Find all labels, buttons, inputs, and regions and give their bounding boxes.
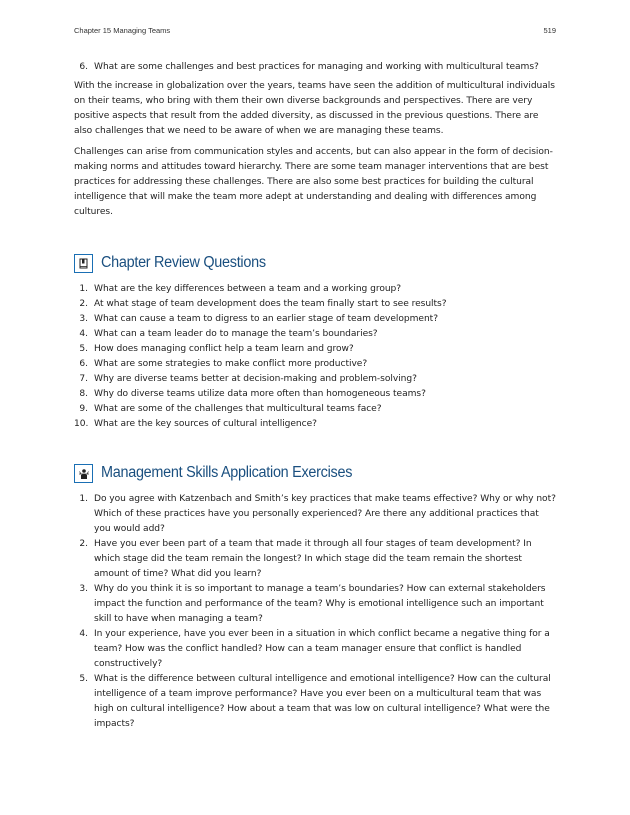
- list-item: [74, 327, 558, 342]
- item-number: 4.: [79, 329, 88, 339]
- item-number: 7.: [79, 374, 88, 384]
- item-number: 9.: [79, 404, 88, 414]
- review-question-list: [74, 282, 558, 432]
- list-item: [74, 282, 558, 297]
- book-icon: [74, 254, 93, 273]
- presenter-icon: [74, 464, 93, 483]
- item-number: 5.: [79, 344, 88, 354]
- item-text: Why are diverse teams better at decision-making and problem-solving?: [94, 374, 417, 384]
- exercises-section-heading: [74, 464, 558, 486]
- list-item: [74, 492, 558, 537]
- item-number: 8.: [79, 389, 88, 399]
- item-text: How does managing conflict help a team learn and grow?: [94, 344, 354, 354]
- item-text: Why do you think it is so important to manage a team’s boundaries? How can external stakeholders impact the function and performance of the team? Why is emotional intelligence such an important skill to have when managing a team?: [94, 584, 546, 624]
- list-item: [74, 402, 558, 417]
- intro-paragraph: Challenges can arise from communication styles and accents, but can also appear in the form of decision-making norms and attitudes toward hierarchy. There are some team manager interventions that are best practices for addressing these challenges. There are also some best practices for building the cultural intelligence that will make the team more adept at understanding and dealing with differences among cultures.: [74, 147, 553, 217]
- chapter-title: Chapter 15 Managing Teams: [74, 26, 171, 35]
- list-item: [74, 357, 558, 372]
- item-number: 1.: [79, 284, 88, 294]
- item-number: 3.: [79, 584, 88, 594]
- item-text: What can a team leader do to manage the team’s boundaries?: [94, 329, 378, 339]
- item-number: 2.: [79, 299, 88, 309]
- list-item: [74, 60, 558, 75]
- list-item: [74, 312, 558, 327]
- list-item: [74, 582, 558, 627]
- item-number: 10.: [74, 419, 89, 429]
- list-item: [74, 297, 558, 312]
- item-number: 3.: [79, 314, 88, 324]
- list-item: [74, 417, 558, 432]
- review-section-heading: [74, 254, 558, 276]
- item-text: What are some strategies to make conflict more productive?: [94, 359, 368, 369]
- item-number: 6.: [79, 62, 88, 72]
- list-item: [74, 387, 558, 402]
- item-text: In your experience, have you ever been in a situation in which conflict became a negative thing for a team? How was the conflict handled? How can a team manager ensure that conflict is handled constructively?: [94, 629, 550, 669]
- list-item: [74, 537, 558, 582]
- exercise-list: [74, 492, 558, 732]
- item-number: 5.: [79, 674, 88, 684]
- item-text: Do you agree with Katzenbach and Smith’s key practices that make teams effective? Why or why not? Which of these practices have you personally experienced? Are there any additional practices that you would add?: [94, 494, 556, 534]
- item-text: What are the key sources of cultural intelligence?: [94, 419, 317, 429]
- item-number: 2.: [79, 539, 88, 549]
- item-text: At what stage of team development does the team finally start to see results?: [94, 299, 447, 309]
- section-title: Management Skills Application Exercises: [101, 464, 353, 481]
- list-item: [74, 372, 558, 387]
- item-text: Have you ever been part of a team that made it through all four stages of team development? In which stage did the team remain the longest? In which stage did the team remain the shortest amount of time? What did you learn?: [94, 539, 532, 579]
- page-content: [74, 60, 558, 732]
- page-number: 519: [543, 26, 556, 35]
- list-item: [74, 672, 558, 732]
- list-item: [74, 627, 558, 672]
- item-text: What are the key differences between a team and a working group?: [94, 284, 402, 294]
- page-header: [74, 26, 556, 38]
- section-title: Chapter Review Questions: [101, 254, 266, 271]
- item-text: What can cause a team to digress to an earlier stage of team development?: [94, 314, 438, 324]
- item-number: 6.: [79, 359, 88, 369]
- item-text: What are some challenges and best practices for managing and working with multicultural teams?: [94, 62, 539, 72]
- intro-question-list: [74, 60, 558, 75]
- item-text: What is the difference between cultural intelligence and emotional intelligence? How can the cultural intelligence of a team improve performance? Have you ever been on a multicultural team that was high on cultural intelligence? How about a team that was low on cultural intelligence? What were the impacts?: [94, 674, 551, 729]
- item-number: 1.: [79, 494, 88, 504]
- item-number: 4.: [79, 629, 88, 639]
- list-item: [74, 342, 558, 357]
- item-text: What are some of the challenges that multicultural teams face?: [94, 404, 382, 414]
- item-text: Why do diverse teams utilize data more often than homogeneous teams?: [94, 389, 426, 399]
- intro-paragraph: With the increase in globalization over the years, teams have seen the addition of multicultural individuals on their teams, who bring with them their own diverse backgrounds and perspectives. There are very positive aspects that result from the added diversity, as discussed in the previous questions. There are also challenges that we need to be aware of when we are managing these teams.: [74, 81, 555, 136]
